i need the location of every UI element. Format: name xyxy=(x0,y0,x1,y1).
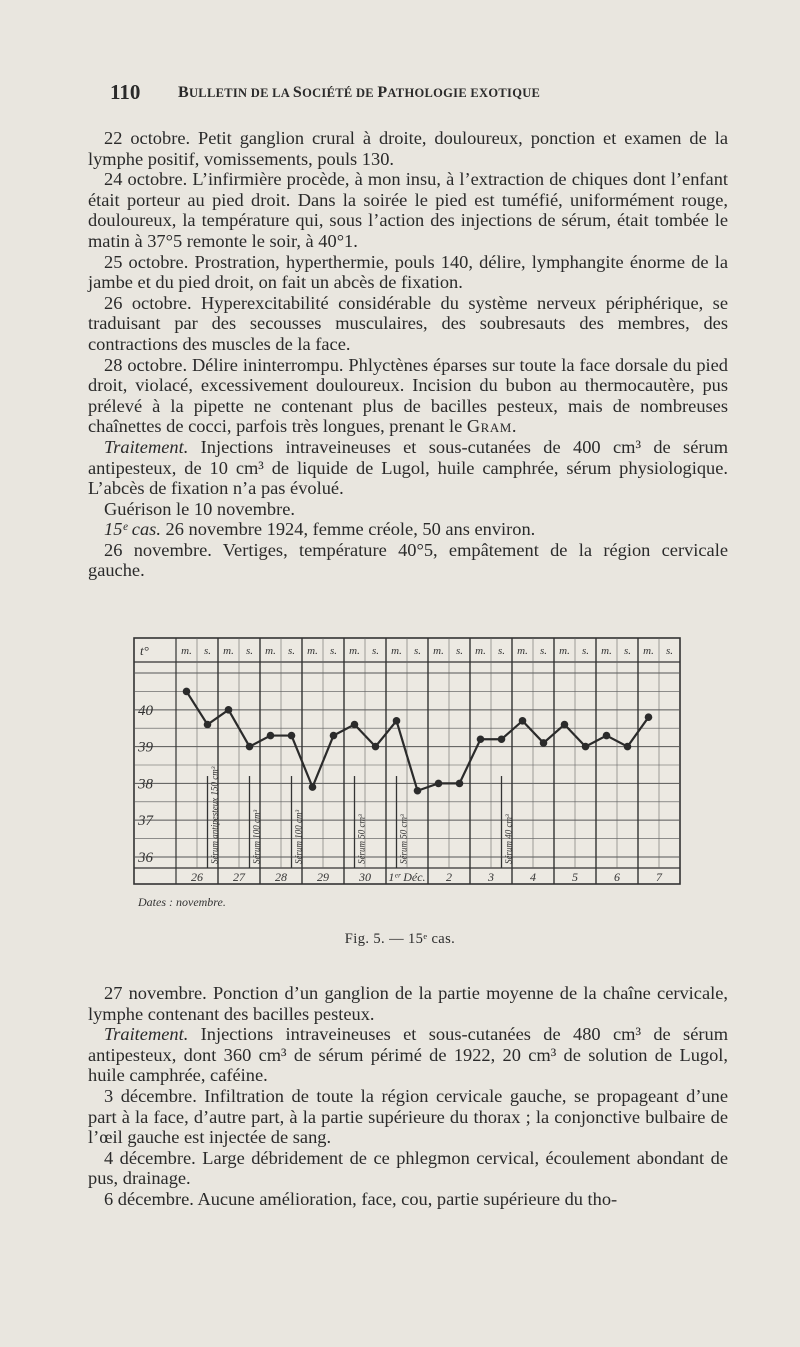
figure-caption: Fig. 5. — 15ᵉ cas. xyxy=(344,931,456,947)
paragraph xyxy=(88,983,728,1024)
temperature-point xyxy=(624,743,632,751)
paragraph xyxy=(88,355,728,437)
body-text-top xyxy=(88,128,728,581)
day-label: 1ᵉʳ Déc. xyxy=(388,870,426,884)
day-label: 29 xyxy=(317,870,329,884)
text-run: 3 décembre. Infiltration de toute la région cervicale gauche, se propageant d’une part à la face, d’autre part, à la partie supérieure du thorax ; la conjonctive bulbaire de l’œil gauche est injectée de sang. xyxy=(88,1085,728,1148)
temperature-point xyxy=(351,721,359,729)
temperature-point xyxy=(246,743,254,751)
text-run: 27 novembre. Ponction d’un ganglion de la partie moyenne de la chaîne cervicale, lymphe contenant des bacilles pesteux. xyxy=(88,983,728,1024)
paragraph xyxy=(88,540,728,581)
text-run: 24 octobre. L’infirmière procède, à mon insu, à l’extraction de chiques dont l’enfant était porteur au pied droit. Dans la soirée le pied est tuméfié, uniformément rouge, douloureux, la température qui, sous l’action des injections de sérum, était tombée le matin à 37°5 remonte le soir, à 40°1. xyxy=(88,169,728,251)
paragraph xyxy=(88,1189,728,1210)
corner-label: t° xyxy=(140,643,149,658)
half-day-label: m. xyxy=(265,645,276,657)
temperature-point xyxy=(393,717,401,725)
half-day-label: m. xyxy=(223,645,234,657)
temperature-point xyxy=(414,787,422,795)
half-day-label: s. xyxy=(497,645,506,657)
injection-label: Sérum 40 cm³ xyxy=(503,814,514,864)
day-label: 2 xyxy=(446,870,452,884)
half-day-label: s. xyxy=(329,645,338,657)
temperature-point xyxy=(330,732,338,740)
day-label: 27 xyxy=(233,870,245,884)
half-day-label: s. xyxy=(245,645,254,657)
half-day-label: m. xyxy=(349,645,360,657)
half-day-label: m. xyxy=(433,645,444,657)
page-number: 110 xyxy=(110,80,141,104)
temperature-point xyxy=(225,706,233,714)
temperature-point xyxy=(309,783,317,791)
running-head-part: B xyxy=(178,84,189,101)
half-day-label: m. xyxy=(517,645,528,657)
half-day-label: m. xyxy=(643,645,654,657)
text-run: 28 octobre. Délire ininterrompu. Phlyctènes éparses sur toute la face dorsale du pied droit, violacé, excessivement douloureux. Incision du bubon au thermocautère, pus prélevé à la pipette ne contenant plus de bacilles pesteux, mais de nombreuses chaînettes de cocci, parfois très longues, prenant le xyxy=(88,354,728,437)
text-run: 26 octobre. Hyperexcitabilité considérable du système nerveux périphérique, se traduisant par des secousses musculaires, des soubresauts des membres, des contractions des muscles de la face. xyxy=(88,292,728,354)
temperature-point xyxy=(267,732,275,740)
paragraph xyxy=(88,1024,728,1086)
temperature-point xyxy=(498,735,506,743)
y-tick-label: 39 xyxy=(138,739,153,756)
temperature-point xyxy=(477,735,485,743)
temperature-point xyxy=(645,713,653,721)
running-head-part: DE LA xyxy=(250,86,293,100)
injection-label: Sérum 100 cm³ xyxy=(251,809,262,864)
injection-label: Sérum antipesteux 150 cm³ xyxy=(209,766,220,864)
running-head-part: DE xyxy=(355,86,378,100)
day-label: 28 xyxy=(275,870,287,884)
half-day-label: m. xyxy=(181,645,192,657)
temperature-point xyxy=(204,721,212,729)
paragraph xyxy=(88,1086,728,1148)
temperature-chart-svg xyxy=(128,632,688,922)
paragraph xyxy=(88,169,728,251)
temperature-point xyxy=(183,688,191,696)
text-run: 26 novembre. Vertiges, température 40°5, empâtement de la région cervicale gauche. xyxy=(88,539,728,581)
half-day-label: s. xyxy=(413,645,422,657)
dates-note: Dates : novembre. xyxy=(138,895,226,909)
temperature-point xyxy=(372,743,380,751)
y-tick-label: 38 xyxy=(138,776,153,793)
day-label: 26 xyxy=(191,870,203,884)
temperature-point xyxy=(582,743,590,751)
half-day-label: s. xyxy=(623,645,632,657)
y-tick-label: 37 xyxy=(138,813,153,830)
small-caps-run: Gram xyxy=(466,416,512,437)
text-run: Injections intraveineuses et sous-cutanées de 480 cm³ de sérum antipesteux, dont 360 cm³ de sérum périmé de 1922, 20 cm³ de solution de Lugol, huile camphrée, caféine. xyxy=(88,1024,728,1086)
day-label: 5 xyxy=(572,870,578,884)
text-run: . xyxy=(511,416,517,437)
text-run: 22 octobre. Petit ganglion crural à droite, douloureux, ponction et examen de la lymphe positif, vomissements, pouls 130. xyxy=(88,128,728,169)
temperature-point xyxy=(540,739,548,747)
running-head-part: P xyxy=(377,84,388,101)
text-run: 26 novembre 1924, femme créole, 50 ans environ. xyxy=(160,519,536,540)
half-day-label: s. xyxy=(371,645,380,657)
italic-run: Traitement. xyxy=(104,436,189,457)
running-head-part: S xyxy=(292,84,303,101)
temperature-point xyxy=(288,732,296,740)
half-day-label: m. xyxy=(475,645,486,657)
text-run: 6 décembre. Aucune amélioration, face, cou, partie supérieure du tho- xyxy=(104,1188,618,1209)
half-day-label: s. xyxy=(455,645,464,657)
text-run: 25 octobre. Prostration, hyperthermie, pouls 140, délire, lymphangite énorme de la jambe et du pied droit, on fait un abcès de fixation. xyxy=(88,251,728,293)
y-tick-label: 40 xyxy=(138,702,153,719)
y-tick-label: 36 xyxy=(138,849,153,866)
temperature-chart xyxy=(128,632,688,922)
body-text-bottom xyxy=(88,983,728,1210)
paragraph xyxy=(88,252,728,293)
day-label: 6 xyxy=(614,870,620,884)
paragraph xyxy=(88,519,728,540)
half-day-label: m. xyxy=(601,645,612,657)
injection-label: Sérum 50 cm³ xyxy=(356,814,367,864)
running-head-part: ULLETIN xyxy=(188,86,251,100)
temperature-point xyxy=(519,717,527,725)
paragraph xyxy=(88,437,728,499)
day-label: 4 xyxy=(530,870,536,884)
running-head xyxy=(178,84,540,102)
temperature-point xyxy=(456,780,464,788)
day-label: 30 xyxy=(359,870,371,884)
italic-run: Traitement. xyxy=(104,1024,189,1045)
paragraph xyxy=(88,128,728,169)
italic-run: 15ᵉ cas. xyxy=(104,519,161,540)
half-day-label: m. xyxy=(307,645,318,657)
half-day-label: s. xyxy=(581,645,590,657)
running-head-part: OCIÉTÉ xyxy=(302,86,356,100)
temperature-point xyxy=(603,732,611,740)
half-day-label: s. xyxy=(539,645,548,657)
text-run: Injections intraveineuses et sous-cutanées de 400 cm³ de sérum antipesteux, de 10 cm³ de liquide de Lugol, huile camphrée, sérum physiologique. L’abcès de fixation n’a pas évolué. xyxy=(88,436,728,499)
paragraph xyxy=(88,293,728,355)
injection-label: Sérum 50 cm³ xyxy=(398,814,409,864)
running-head-part: ATHOLOGIE EXOTIQUE xyxy=(387,86,541,100)
paragraph xyxy=(88,1148,728,1189)
injection-label: Sérum 100 cm³ xyxy=(293,809,304,864)
text-run: Guérison le 10 novembre. xyxy=(104,498,296,519)
half-day-label: m. xyxy=(391,645,402,657)
page-header xyxy=(110,78,750,108)
day-label: 3 xyxy=(488,870,494,884)
temperature-point xyxy=(561,721,569,729)
temperature-point xyxy=(435,780,443,788)
half-day-label: s. xyxy=(287,645,296,657)
half-day-label: s. xyxy=(665,645,674,657)
paragraph xyxy=(88,499,728,520)
half-day-label: m. xyxy=(559,645,570,657)
half-day-label: s. xyxy=(203,645,212,657)
text-run: 4 décembre. Large débridement de ce phlegmon cervical, écoulement abondant de pus, drainage. xyxy=(88,1147,728,1189)
day-label: 7 xyxy=(656,870,662,884)
